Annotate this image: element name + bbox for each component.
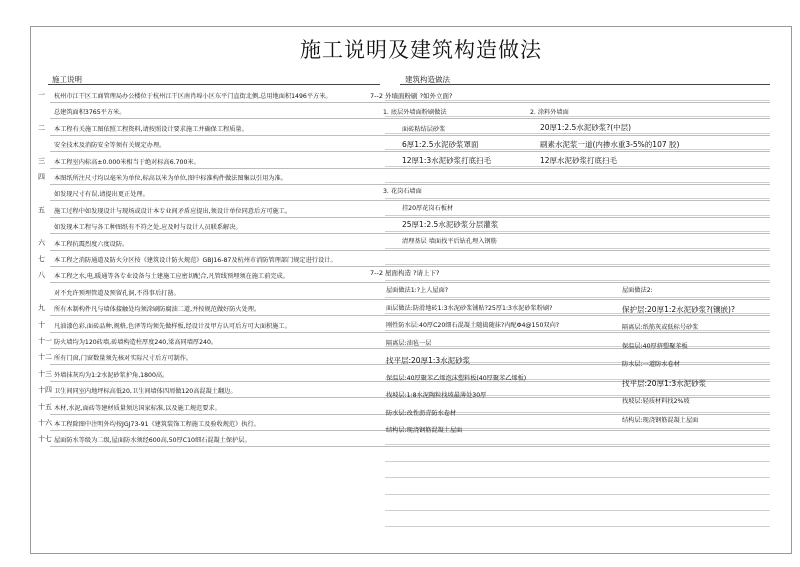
right-row-divider	[385, 182, 770, 183]
note-text: 安全技术及消防安全等须有关规定办理。	[54, 142, 166, 150]
wall-line-b: 20厚1:2.5水泥砂浆?(中层)	[540, 123, 632, 132]
wall-line-a: 12厚1:3水泥砂浆打底扫毛	[402, 156, 492, 165]
note-text: 本工程之消防通道及防火分区按《建筑设计防火规范》GBJ16-87及杭州市消防管理部门规定进行设计。	[54, 257, 337, 264]
roof-layer: 找平层:20厚1:3水泥砂浆	[386, 356, 471, 365]
note-text: 防火墙均为120砖墙,砖墙构造柱厚度240,梁高同墙厚240。	[54, 339, 218, 346]
right-row-divider	[385, 461, 770, 462]
note-text: 如发现尺寸有误,请提出更正处理。	[54, 191, 149, 199]
note-number: 六	[38, 238, 45, 247]
row-divider	[50, 446, 770, 447]
wall-sub-1: 1. 底层外墙面粉刷做法	[383, 109, 447, 116]
note-number: 九	[38, 304, 45, 313]
wall-line-a: 面砖粘结层砂浆	[402, 126, 446, 133]
roof-layer: 找坡层:轻质材料找2%坡	[622, 398, 690, 405]
roof-layer: 屋面做法2:	[622, 287, 653, 294]
note-number: 十七	[38, 435, 52, 444]
section-roof: 7--2 屋面构造 ?请上下?	[370, 269, 440, 277]
note-text: 屋面防水等级为二级,屋面防水须经600高,50厚C10细石混凝土保护层。	[54, 437, 251, 445]
note-text: 卫生间同室内地坪标高低20,卫生间墙体四周做120高混凝土翻边。	[54, 388, 237, 396]
note-text: 外墙抹灰均为1:2水泥砂浆护角,1800高。	[54, 371, 169, 379]
note-text: 总建筑面积3765平方米。	[54, 109, 126, 117]
right-header-underline	[400, 84, 770, 85]
note-text: 对不允许预埋管道及预留孔洞,不得事后打凿。	[54, 289, 180, 297]
right-row-divider	[385, 215, 770, 216]
roof-layer: 找坡层:1:8水泥陶粒找坡最薄处30厚	[386, 392, 487, 399]
right-row-divider	[385, 477, 770, 478]
right-row-divider	[385, 510, 770, 511]
right-row-divider	[385, 346, 770, 347]
note-number: 十六	[38, 419, 52, 427]
roof-layer: 屋面做法1:?上人屋面?	[386, 287, 449, 294]
roof-layer: 隔离层:油毡一层	[386, 339, 432, 347]
page-title: 施工说明及建筑构造做法	[300, 38, 542, 62]
right-row-divider	[385, 280, 770, 281]
left-column-header: 施工说明	[52, 75, 82, 84]
note-text: 本工程除图中注明外均按JGJ73-91《建筑装饰工程施工及验收规范》执行。	[54, 421, 260, 428]
note-text: 施工过程中如发现设计与现场或设计本专业间矛盾应提出,须设计单位同意后方可施工。	[54, 207, 292, 215]
right-row-divider	[385, 494, 770, 495]
roof-layer: 防水层:改性沥青防水卷材	[386, 409, 457, 417]
section-exterior-wall: 7--2 外墙面粉刷 ?如外立面?	[370, 92, 453, 100]
wall-sub-2: 2. 涂料外墙面	[530, 109, 569, 116]
note-text: 如发现本工程与各工种图纸有不符之处,应及时与设计人员联系解决。	[54, 224, 242, 232]
granite-line: 25厚1:2.5水泥砂浆分层灌浆	[402, 220, 499, 229]
right-row-divider	[385, 198, 770, 199]
roof-layer: 找平层:20厚1:3水泥砂浆	[622, 378, 707, 388]
wall-sub-3: 3. 花岗石墙面	[383, 188, 422, 195]
note-text: 所有门窗,门窗数量须先核对实际尺寸后方可制作。	[54, 355, 193, 363]
roof-layer: 刚性防水层:40厚C20细石混凝土随捣随抹?内配Φ4@150双向?	[386, 322, 560, 329]
granite-line: 清理基层 墙面找平后钻孔埋入钢筋	[402, 238, 497, 245]
right-row-divider	[385, 444, 770, 445]
roof-layer: 保温层:40厚聚苯乙烯泡沫塑料板(40厚聚苯乙烯板)	[386, 374, 527, 382]
note-number: 八	[38, 271, 45, 280]
roof-layer: 隔离层:纸筋灰或低标号砂浆	[622, 324, 699, 331]
note-number: 七	[38, 255, 45, 263]
granite-line: 挂20厚花岗石板材	[402, 205, 454, 212]
note-text: 凡油漆色彩,面砖品种,规格,色泽等均须先做样板,经设计及甲方认可后方可大面积施工。	[54, 322, 291, 330]
right-row-divider	[385, 100, 770, 101]
note-text: 木材,水泥,面砖等建材质量须达国家标准,以及施工规范要求。	[54, 404, 221, 412]
right-row-divider	[385, 330, 770, 331]
note-number: 十二	[38, 353, 52, 362]
note-text: 杭州市江干区工商管理局办公楼位于杭州江干区南肖埠小区东平门直街北侧,总用地面积1496平方米。	[54, 93, 332, 100]
roof-layer: 结构层:现浇钢筋混凝土屋面	[386, 427, 463, 434]
note-number: 五	[38, 205, 45, 214]
right-row-divider	[385, 231, 770, 232]
right-column-header: 建筑构造做法	[405, 75, 450, 84]
right-row-divider	[385, 264, 770, 265]
note-number: 二	[38, 123, 45, 132]
roof-layer: 面层做法:防滑地砖1:3水泥砂浆铺贴?25厚1:3水泥砂浆粉刷?	[386, 304, 553, 312]
note-number: 四	[38, 173, 45, 181]
note-number: 三	[38, 156, 45, 165]
note-number: 十三	[38, 369, 52, 378]
right-row-divider	[385, 116, 770, 117]
note-number: 一	[38, 91, 45, 99]
roof-layer: 防水层:一道防水卷材	[622, 361, 680, 368]
note-number: 十一	[38, 337, 52, 345]
note-text: 本工程室内标高±0.000米相当于绝对标高6.700米。	[54, 158, 200, 166]
note-text: 本工程之水,电,暖通等各专业设备与土建施工应密切配合,凡管线预埋须在施工前完成。	[54, 273, 289, 281]
right-row-divider	[385, 248, 770, 249]
note-number: 十五	[38, 402, 52, 411]
right-row-divider	[385, 297, 770, 298]
note-text: 所有木制构件凡与墙体接触处均须涂刷防腐油二道,并按规范做好防火处理。	[54, 306, 261, 314]
note-text: 本工程抗震烈度六度设防。	[54, 240, 129, 248]
wall-line-b: 12厚水泥砂浆打底扫毛	[540, 156, 618, 165]
note-text: 本图纸所注尺寸均以毫米为单位,标高以米为单位,图中标准构件做法图集以引用为准。	[54, 175, 287, 182]
roof-layer: 保护层:20厚1:2水泥砂浆?(镶嵌)?	[622, 304, 735, 314]
wall-line-b: 刷素水泥浆一道(内掺水重3-5%的107 胶)	[540, 140, 680, 149]
roof-layer: 结构层:现浇钢筋混凝土屋面	[622, 416, 699, 424]
right-row-divider	[385, 526, 770, 527]
roof-layer: 保温层:40厚挤塑聚苯板	[622, 342, 688, 350]
note-number: 十四	[38, 386, 52, 395]
left-header-underline	[48, 84, 380, 85]
note-number: 十	[38, 320, 45, 329]
wall-line-a: 6厚1:2.5水泥砂浆罩面	[402, 140, 479, 149]
note-text: 本工程有关施工图依照工程资料,请按照设计要求施工并确保工程质量。	[54, 125, 248, 133]
